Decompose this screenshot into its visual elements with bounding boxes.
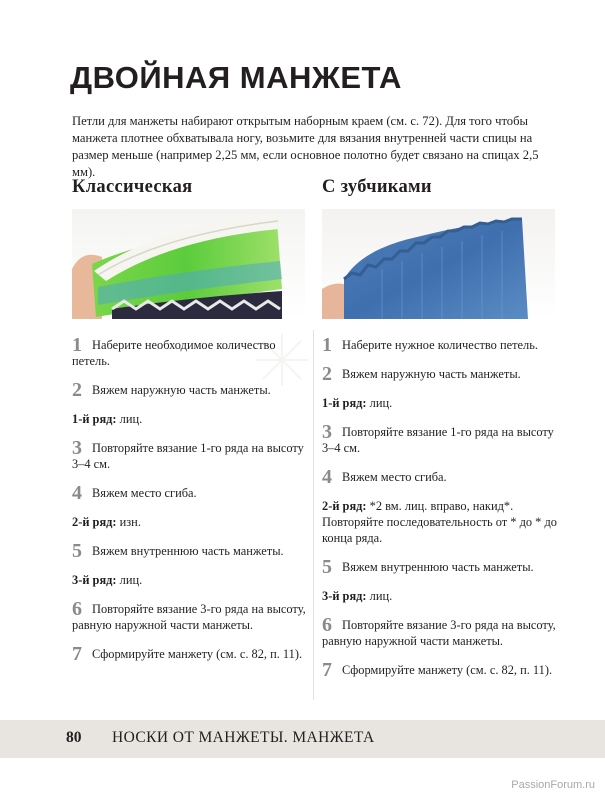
- step-number: 6: [322, 614, 332, 636]
- classic-step-3: [72, 437, 307, 472]
- step-text: Повторяйте вязание 1-го ряда на высоту 3–4 см.: [72, 441, 304, 471]
- column-divider: [313, 330, 314, 700]
- classic-row-1: [72, 411, 307, 427]
- step-text: Повторяйте вязание 1-го ряда на высоту 3–4 см.: [322, 425, 554, 455]
- step-number: 7: [322, 659, 332, 681]
- picot-row-1: [322, 395, 557, 411]
- step-number: 5: [322, 556, 332, 578]
- picot-step-6: [322, 614, 557, 649]
- step-number: 4: [72, 482, 82, 504]
- classic-step-5: [72, 540, 307, 562]
- row-text: лиц.: [116, 412, 143, 426]
- watermark: PassionForum.ru: [511, 779, 595, 791]
- step-number: 2: [72, 379, 82, 401]
- row-label: 1-й ряд:: [72, 412, 117, 426]
- step-text: Вяжем место сгиба.: [92, 486, 197, 500]
- step-text: Наберите нужное количество петель.: [342, 338, 538, 352]
- picot-cuff-column: [322, 172, 557, 691]
- row-label: 3-й ряд:: [72, 573, 117, 587]
- classic-step-2: [72, 379, 307, 401]
- classic-cuff-column: [72, 172, 307, 675]
- step-text: Вяжем место сгиба.: [342, 470, 447, 484]
- step-text: Вяжем наружную часть манжеты.: [92, 383, 271, 397]
- picot-step-5: [322, 556, 557, 578]
- step-text: Сформируйте манжету (см. с. 82, п. 11).: [342, 663, 553, 677]
- row-label: 2-й ряд:: [72, 515, 117, 529]
- picot-row-3: [322, 588, 557, 604]
- step-number: 6: [72, 598, 82, 620]
- step-text: Наберите необходимое количество петель.: [72, 338, 276, 368]
- step-number: 1: [322, 334, 332, 356]
- step-number: 1: [72, 334, 82, 356]
- classic-step-1: [72, 334, 307, 369]
- picot-step-3: [322, 421, 557, 456]
- row-text: лиц.: [116, 573, 143, 587]
- row-label: 3-й ряд:: [322, 589, 367, 603]
- step-number: 4: [322, 466, 332, 488]
- step-text: Вяжем внутреннюю часть манжеты.: [342, 560, 534, 574]
- picot-row-2: [322, 498, 557, 546]
- row-text: лиц.: [366, 589, 393, 603]
- picot-step-7: [322, 659, 557, 681]
- classic-step-4: [72, 482, 307, 504]
- classic-row-2: [72, 514, 307, 530]
- step-number: 5: [72, 540, 82, 562]
- classic-cuff-heading: Классическая: [72, 177, 193, 197]
- step-text: Повторяйте вязание 3-го ряда на высоту, равную наружной части манжеты.: [72, 602, 306, 632]
- step-number: 7: [72, 643, 82, 665]
- step-number: 3: [322, 421, 332, 443]
- classic-row-3: [72, 572, 307, 588]
- page-number: 80: [66, 729, 82, 746]
- step-text: Сформируйте манжету (см. с. 82, п. 11).: [92, 647, 303, 661]
- row-text: лиц.: [366, 396, 393, 410]
- intro-paragraph: Петли для манжеты набирают открытым наборным краем (см. с. 72). Для того чтобы манжета плотнее обхватывала ногу, возьмите для вязания внутренней части спицы на размер меньше (например 2,25 мм, если основное полотно будет связано на спицах 2,5 мм).: [72, 114, 539, 179]
- step-number: 2: [322, 363, 332, 385]
- running-head: НОСКИ ОТ МАНЖЕТЫ. МАНЖЕТА: [112, 729, 375, 746]
- page-footer: [0, 720, 605, 758]
- picot-cuff-photo: [322, 209, 555, 319]
- row-text: *2 вм. лиц. вправо, накид*. Повторяйте последовательность от * до * до конца ряда.: [322, 499, 557, 545]
- classic-step-7: [72, 643, 307, 665]
- row-label: 1-й ряд:: [322, 396, 367, 410]
- picot-cuff-heading: С зубчиками: [322, 177, 432, 197]
- classic-step-6: [72, 598, 307, 633]
- classic-cuff-photo: [72, 209, 305, 319]
- row-label: 2-й ряд:: [322, 499, 367, 513]
- picot-step-2: [322, 363, 557, 385]
- step-text: Вяжем внутреннюю часть манжеты.: [92, 544, 284, 558]
- page-title: ДВОЙНАЯ МАНЖЕТА: [70, 60, 402, 95]
- picot-step-1: [322, 334, 557, 356]
- step-text: Повторяйте вязание 3-го ряда на высоту, равную наружной части манжеты.: [322, 618, 556, 648]
- step-number: 3: [72, 437, 82, 459]
- step-text: Вяжем наружную часть манжеты.: [342, 367, 521, 381]
- picot-step-4: [322, 466, 557, 488]
- row-text: изн.: [116, 515, 141, 529]
